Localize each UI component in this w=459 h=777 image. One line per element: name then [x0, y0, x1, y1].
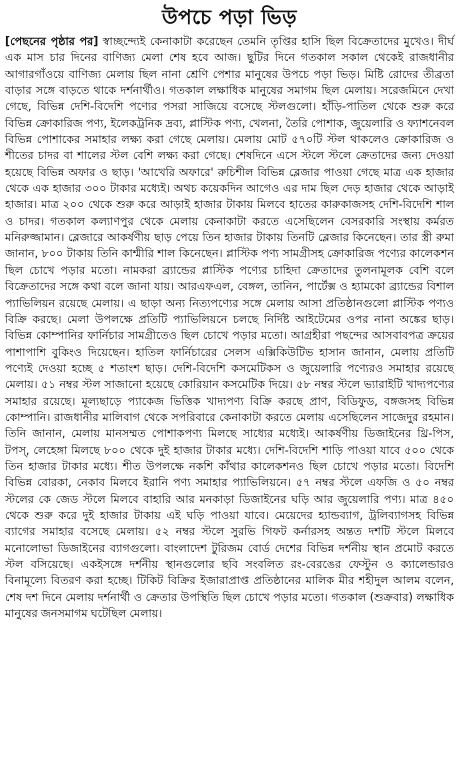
continuation-label: [পেছনের পৃষ্ঠার পর] [5, 35, 99, 48]
article-body-text: স্বাচ্ছন্দ্যেই কেনাকাটা করেছেন তেমনি তৃপ্তির হাসি ছিল বিক্রেতাদের মুখেও। দীর্ঘ এক মাস চার দিনের বাণিজ্য মেলা শেষ হবে আজ। ছুটির দিনে গতকাল সকাল থেকেই রাজধানীর আগারগাঁওয়ে বাণিজ্য মেলায় ছিল নানা শ্রেণি পেশার মানুষের উপচে পড়া ভিড়। মিষ্টি রোদের তীব্রতা বাড়ার সঙ্গে বাড়তে থাকে দর্শনার্থীও। গতকাল লক্ষাধিক মানুষের সমাগম ছিল মেলায়। সরেজমিনে দেখা গেছে, বিভিন্ন দেশি-বিদেশি পণ্যের পসরা সাজিয়ে বসেছে স্টলগুলো। হাঁড়ি-পাতিল থেকে শুরু করে বিভিন্ন ক্রোকারিজ পণ্য, ইলেকট্রনিক দ্রব্য, প্লাস্টিক পণ্য, খেলনা, তৈরি পোশাক, জুয়েলারি ও ফ্যাশনেবল বিভিন্ন পোশাকের সমাহার লক্ষ্য করা গেছে মেলায়। মেলায় মোট ৫৭০টি স্টল থাকলেও ক্রোকারিজ ও শীতের চাদর বা শালের স্টল বেশি লক্ষ্য করা গেছে। শেষদিনে এসে স্টলে স্টলে ক্রেতাদের জন্য দেওয়া হয়েছে বিভিন্ন অফার ও ছাড়। 'আখেরি অফারে' রুচিশীল বিভিন্ন ব্লেজার পাওয়া গেছে মাত্র এক হাজার থেকে এক হাজার ৩০০ টাকার মধ্যেই। অথচ কয়েকদিন আগেও এর দাম ছিল দেড় হাজার থেকে আড়াই হাজার। মাত্র ২০০ থেকে শুরু করে আড়াই হাজার টাকায় মিলবে হাতের কারুকাজসহ দেশি-বিদেশি শাল ও চাদর। গতকাল কল্যাণপুর থেকে মেলায় কেনাকাটা করতে এসেছিলেন বেসরকারি সংস্থায় কর্মরত মনিরুজ্জামান। ব্লেজারে আকর্ষণীয় ছাড় পেয়ে তিন হাজার টাকায় তিনটি ব্লেজার কিনেছেন। তার স্ত্রী রুমা জানান, ৮০০ টাকায় তিনি কাশ্মীরি শাল কিনেছেন। প্লাস্টিক পণ্য সামগ্রীসহ ক্রোকারিজ পণ্যের কালেকশন ছিল চোখে পড়ার মতো। নামকরা ব্র্যান্ডের প্লাস্টিক পণ্যের চাহিদা ক্রেতাদের তুলনামূলক বেশি বলে বিক্রেতাদের সঙ্গে কথা বলে জানা যায়। আরএফএল, বেঙ্গল, তানিন, পার্টেক্স ও হ্যামকো ব্র্যান্ডের বিশাল প্যাভিলিয়ন রয়েছে মেলায়। এ ছাড়া অন্য নিত্যপণ্যের সঙ্গে মেলায় আসা প্রতিষ্ঠানগুলো প্লাস্টিক পণ্যও বিক্রি করছে। মেলা উপলক্ষে প্রতিটি প্যাভিলিয়নে চলছে নির্দিষ্ট আইটেমের ওপর নানা অঙ্কের ছাড়। বিভিন্ন কোম্পানির ফার্নিচার সামগ্রীতেও ছিল চোখে পড়ার মতো। আগ্রহীরা পছন্দের আসবাবপত্র ক্রয়ের পাশাপাশি বুকিংও দিয়েছেন। হাতিল ফার্নিচারের সেলস এক্সিকিউটিভ হাসান জানান, মেলায় প্রতিটি পণ্যেই দেওয়া হচ্ছে ৫ শতাংশ ছাড়। দেশি-বিদেশি কসমেটিকস ও জুয়েলারি পণ্যেরও সমাহার রয়েছে মেলায়। ৫১ নম্বর স্টল সাজানো হয়েছে কোরিয়ান কসমেটিক দিয়ে। ৫৮ নম্বর স্টলে ভ্যারাইটি খাদ্যপণ্যের সমাহার রয়েছে। মূল্যছাড়ে প্যাকেজ ভিত্তিক খাদ্যপণ্য বিক্রি করছে প্রাণ, বিডিফুড, বঙ্গজসহ বিভিন্ন কোম্পানি। রাজধানীর মালিবাগ থেকে সপরিবারে কেনাকাটা করতে মেলায় এসেছিলেন সাজেদুর রহমান। তিনি জানান, মেলায় মানসম্মত পোশাকপণ্য মিলছে সাধ্যের মধ্যেই। আকর্ষণীয় ডিজাইনের থ্রি-পিস, টপস্, লেহেঙ্গা মিলছে ৮০০ থেকে দুই হাজার টাকার মধ্যে। দেশি-বিদেশি শাড়ি পাওয়া যাবে ৫০০ থেকে তিন হাজার টাকার মধ্যে। শীত উপলক্ষে নকশি কাঁথার কালেকশনও ছিল চোখে পড়ার মতো। বিদেশি বিভিন্ন বোরকা, নেকাব মিলবে ইরানি পণ্য সমাহার প্যাভিলিয়নে। ৫৭ নম্বর স্টলে এফজি ও ৫০ নম্বর স্টলের কে জেড স্টলে মিলবে বাহারি আর মনকাড়া ডিজাইনের ঘড়ি আর জুয়েলারি পণ্য। মাত্র ৪৫০ থেকে শুরু করে দুই হাজার টাকায় এই ঘড়ি পাওয়া যাবে। মেয়েদের হ্যান্ডব্যাগ, ট্রলিব্যাগসহ বিভিন্ন ব্যাগের সমাহার বসেছে মেলায়। ৫২ নম্বর স্টলে সুরভি গিফট কর্নারসহ অন্তত দশটি স্টলে মিলবে মনোলোভা ডিজাইনের ব্যাগগুলো। বাংলাদেশ টুরিজম বোর্ড দেশের বিভিন্ন দর্শনীয় স্থান প্রমোট করতে স্টল বসিয়েছে। একইসঙ্গে দর্শনীয় স্থানগুলোর ছবি সংবলিত রং-বেরঙের ফেস্টুন ও ক্যালেন্ডারও বিনামূল্যে বিতরণ করা হচ্ছে। টিকিট বিক্রির ইজারাপ্রাপ্ত প্রতিষ্ঠানের মালিক মীর শহীদুল আলম বলেন, শেষ দশ দিনে মেলায় দর্শনার্থী ও ক্রেতার উপস্থিতি ছিল চোখে পড়ার মতো। গতকাল (শুক্রবার) লক্ষাধিক মানুষের জনসমাগম ঘটেছিল মেলায়। [5, 35, 454, 621]
article-headline: উপচে পড়া ভিড় [162, 5, 297, 29]
article-body [5, 34, 454, 622]
